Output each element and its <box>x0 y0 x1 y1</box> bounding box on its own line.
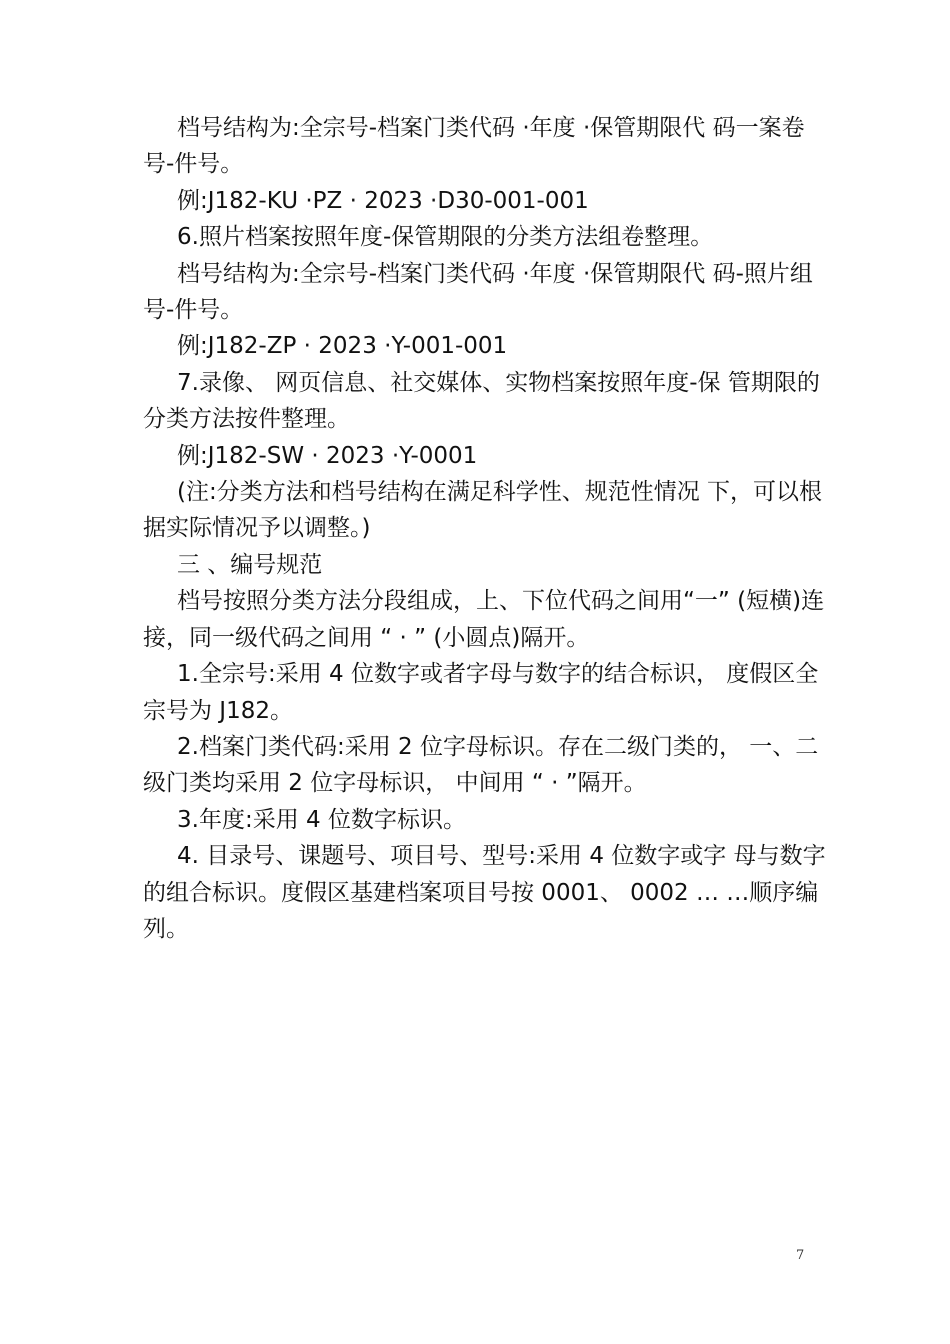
paragraph-video-web-archive: 7.录像、 网页信息、社交媒体、实物档案按照年度-保 管期限的分类方法按件整理。 <box>143 369 820 433</box>
section-heading-numbering: 三 、编号规范 <box>177 551 323 578</box>
page-number: 7 <box>796 1248 805 1263</box>
paragraph-category-code: 2.档案门类代码:采用 2 位字母标识。存在二级门类的， 一、二级门类均采用 2 位字母标识， 中间用 “ · ”隔开。 <box>143 733 819 797</box>
paragraph-year: 3.年度:采用 4 位数字标识。 <box>177 806 466 833</box>
paragraph-example-ku: 例:J182-KU ·PZ · 2023 ·D30-001-001 <box>177 187 589 214</box>
paragraph-photo-archive: 6.照片档案按照年度-保管期限的分类方法组卷整理。 <box>177 224 714 251</box>
paragraph-catalog-number: 4. 目录号、课题号、项目号、型号:采用 4 位数字或字 母与数字的组合标识。度假区基建档案项目号按 0001、 0002 … …顺序编列。 <box>143 843 826 942</box>
paragraph-code-segments: 档号按照分类方法分段组成，上、下位代码之间用“一” (短横)连接，同一级代码之间用 “ · ” (小圆点)隔开。 <box>143 588 825 651</box>
paragraph-example-sw: 例:J182-SW · 2023 ·Y-0001 <box>177 442 478 469</box>
paragraph-archive-code-structure-photo: 档号结构为:全宗号-档案门类代码 ·年度 ·保管期限代 码-照片组号-件号。 <box>143 260 813 324</box>
paragraph-fonds-number: 1.全宗号:采用 4 位数字或者字母与数字的结合标识， 度假区全宗号为 J182。 <box>143 661 819 724</box>
paragraph-note: (注:分类方法和档号结构在满足科学性、规范性情况 下，可以根据实际情况予以调整。) <box>143 479 823 542</box>
paragraph-example-zp: 例:J182-ZP · 2023 ·Y-001-001 <box>177 333 508 360</box>
body-text <box>143 110 833 947</box>
paragraph-archive-code-structure-case: 档号结构为:全宗号-档案门类代码 ·年度 ·保管期限代 码一案卷号-件号。 <box>143 115 805 178</box>
